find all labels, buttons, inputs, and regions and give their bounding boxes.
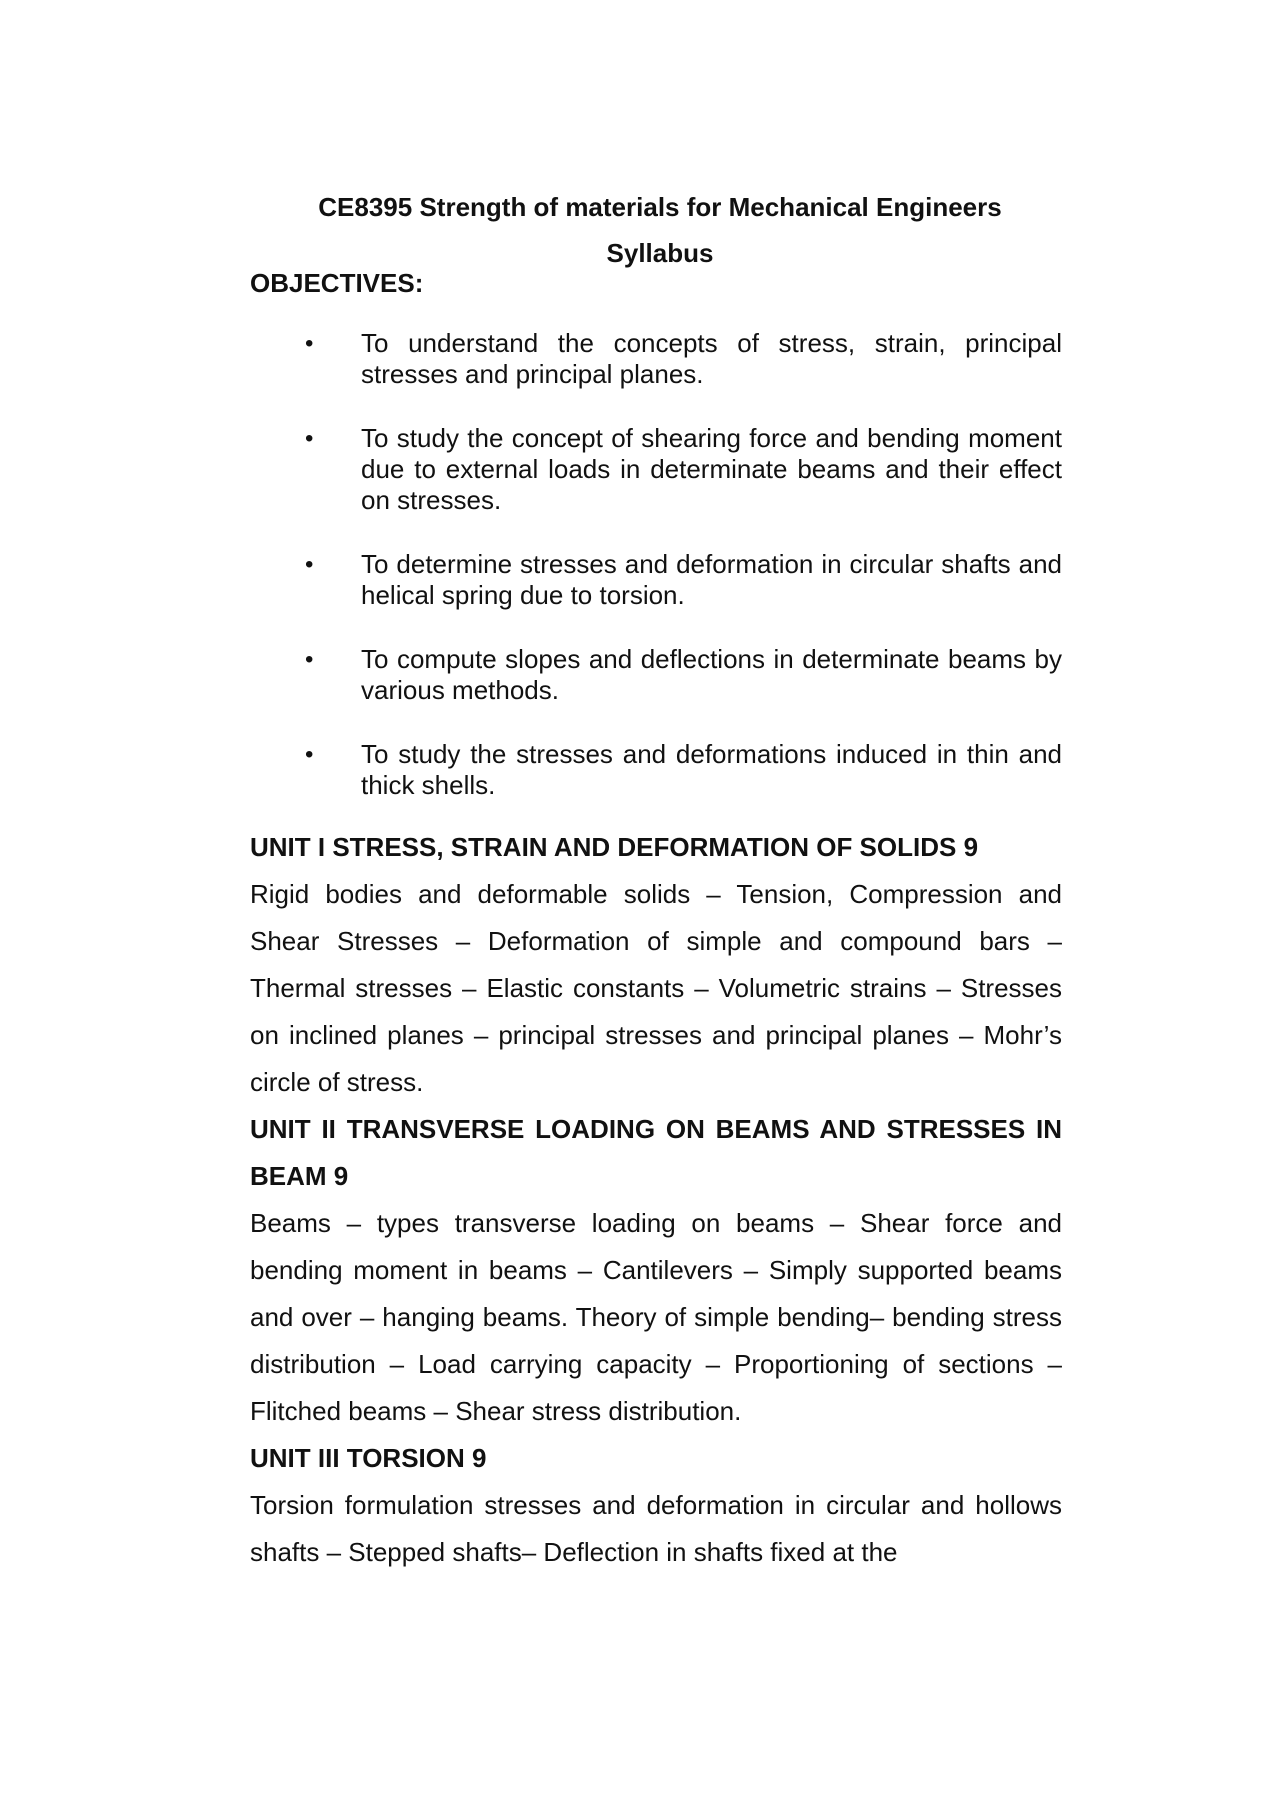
- document-page: [250, 190, 1062, 1576]
- objective-item: [250, 549, 1062, 611]
- objective-text: To study the concept of shearing force and bending moment due to external loads in determinate beams and their effect on stresses.: [361, 423, 1062, 515]
- unit-2-section: [250, 1106, 1062, 1435]
- unit-1-section: [250, 824, 1062, 1106]
- unit-2-heading: UNIT II TRANSVERSE LOADING ON BEAMS AND STRESSES IN BEAM 9: [250, 1114, 1062, 1191]
- bullet-icon: •: [305, 741, 314, 768]
- objective-item: [250, 328, 1062, 390]
- objective-text: To understand the concepts of stress, strain, principal stresses and principal planes.: [361, 328, 1062, 389]
- objectives-list: [250, 328, 1062, 801]
- objective-item: [250, 739, 1062, 801]
- objectives-heading: OBJECTIVES:: [250, 268, 424, 298]
- objective-text: To study the stresses and deformations induced in thin and thick shells.: [361, 739, 1062, 800]
- bullet-icon: •: [305, 646, 314, 673]
- unit-1-body: Rigid bodies and deformable solids – Tension, Compression and Shear Stresses – Deformation of simple and compound bars – Thermal stresses – Elastic constants – Volumetric strains – Stresses on inclined planes – principal stresses and principal planes – Mohr’s circle of stress.: [250, 879, 1062, 1097]
- bullet-icon: •: [305, 551, 314, 578]
- bullet-icon: •: [305, 330, 314, 357]
- objective-item: [250, 423, 1062, 516]
- unit-2-body: Beams – types transverse loading on beams – Shear force and bending moment in beams – Cantilevers – Simply supported beams and over – hanging beams. Theory of simple bending– bending stress distribution – Load carrying capacity – Proportioning of sections – Flitched beams – Shear stress distribution.: [250, 1208, 1062, 1426]
- unit-3-heading: UNIT III TORSION 9: [250, 1443, 487, 1473]
- bullet-icon: •: [305, 425, 314, 452]
- document-subtitle: Syllabus: [606, 238, 714, 268]
- unit-3-body: Torsion formulation stresses and deformation in circular and hollows shafts – Stepped shafts– Deflection in shafts fixed at the: [250, 1490, 1062, 1567]
- unit-3-section: [250, 1435, 1062, 1576]
- objective-text: To determine stresses and deformation in circular shafts and helical spring due to torsion.: [361, 549, 1062, 610]
- document-title: CE8395 Strength of materials for Mechanical Engineers: [318, 192, 1002, 222]
- objective-text: To compute slopes and deflections in determinate beams by various methods.: [361, 644, 1062, 705]
- objective-item: [250, 644, 1062, 706]
- unit-1-heading: UNIT I STRESS, STRAIN AND DEFORMATION OF SOLIDS 9: [250, 832, 979, 862]
